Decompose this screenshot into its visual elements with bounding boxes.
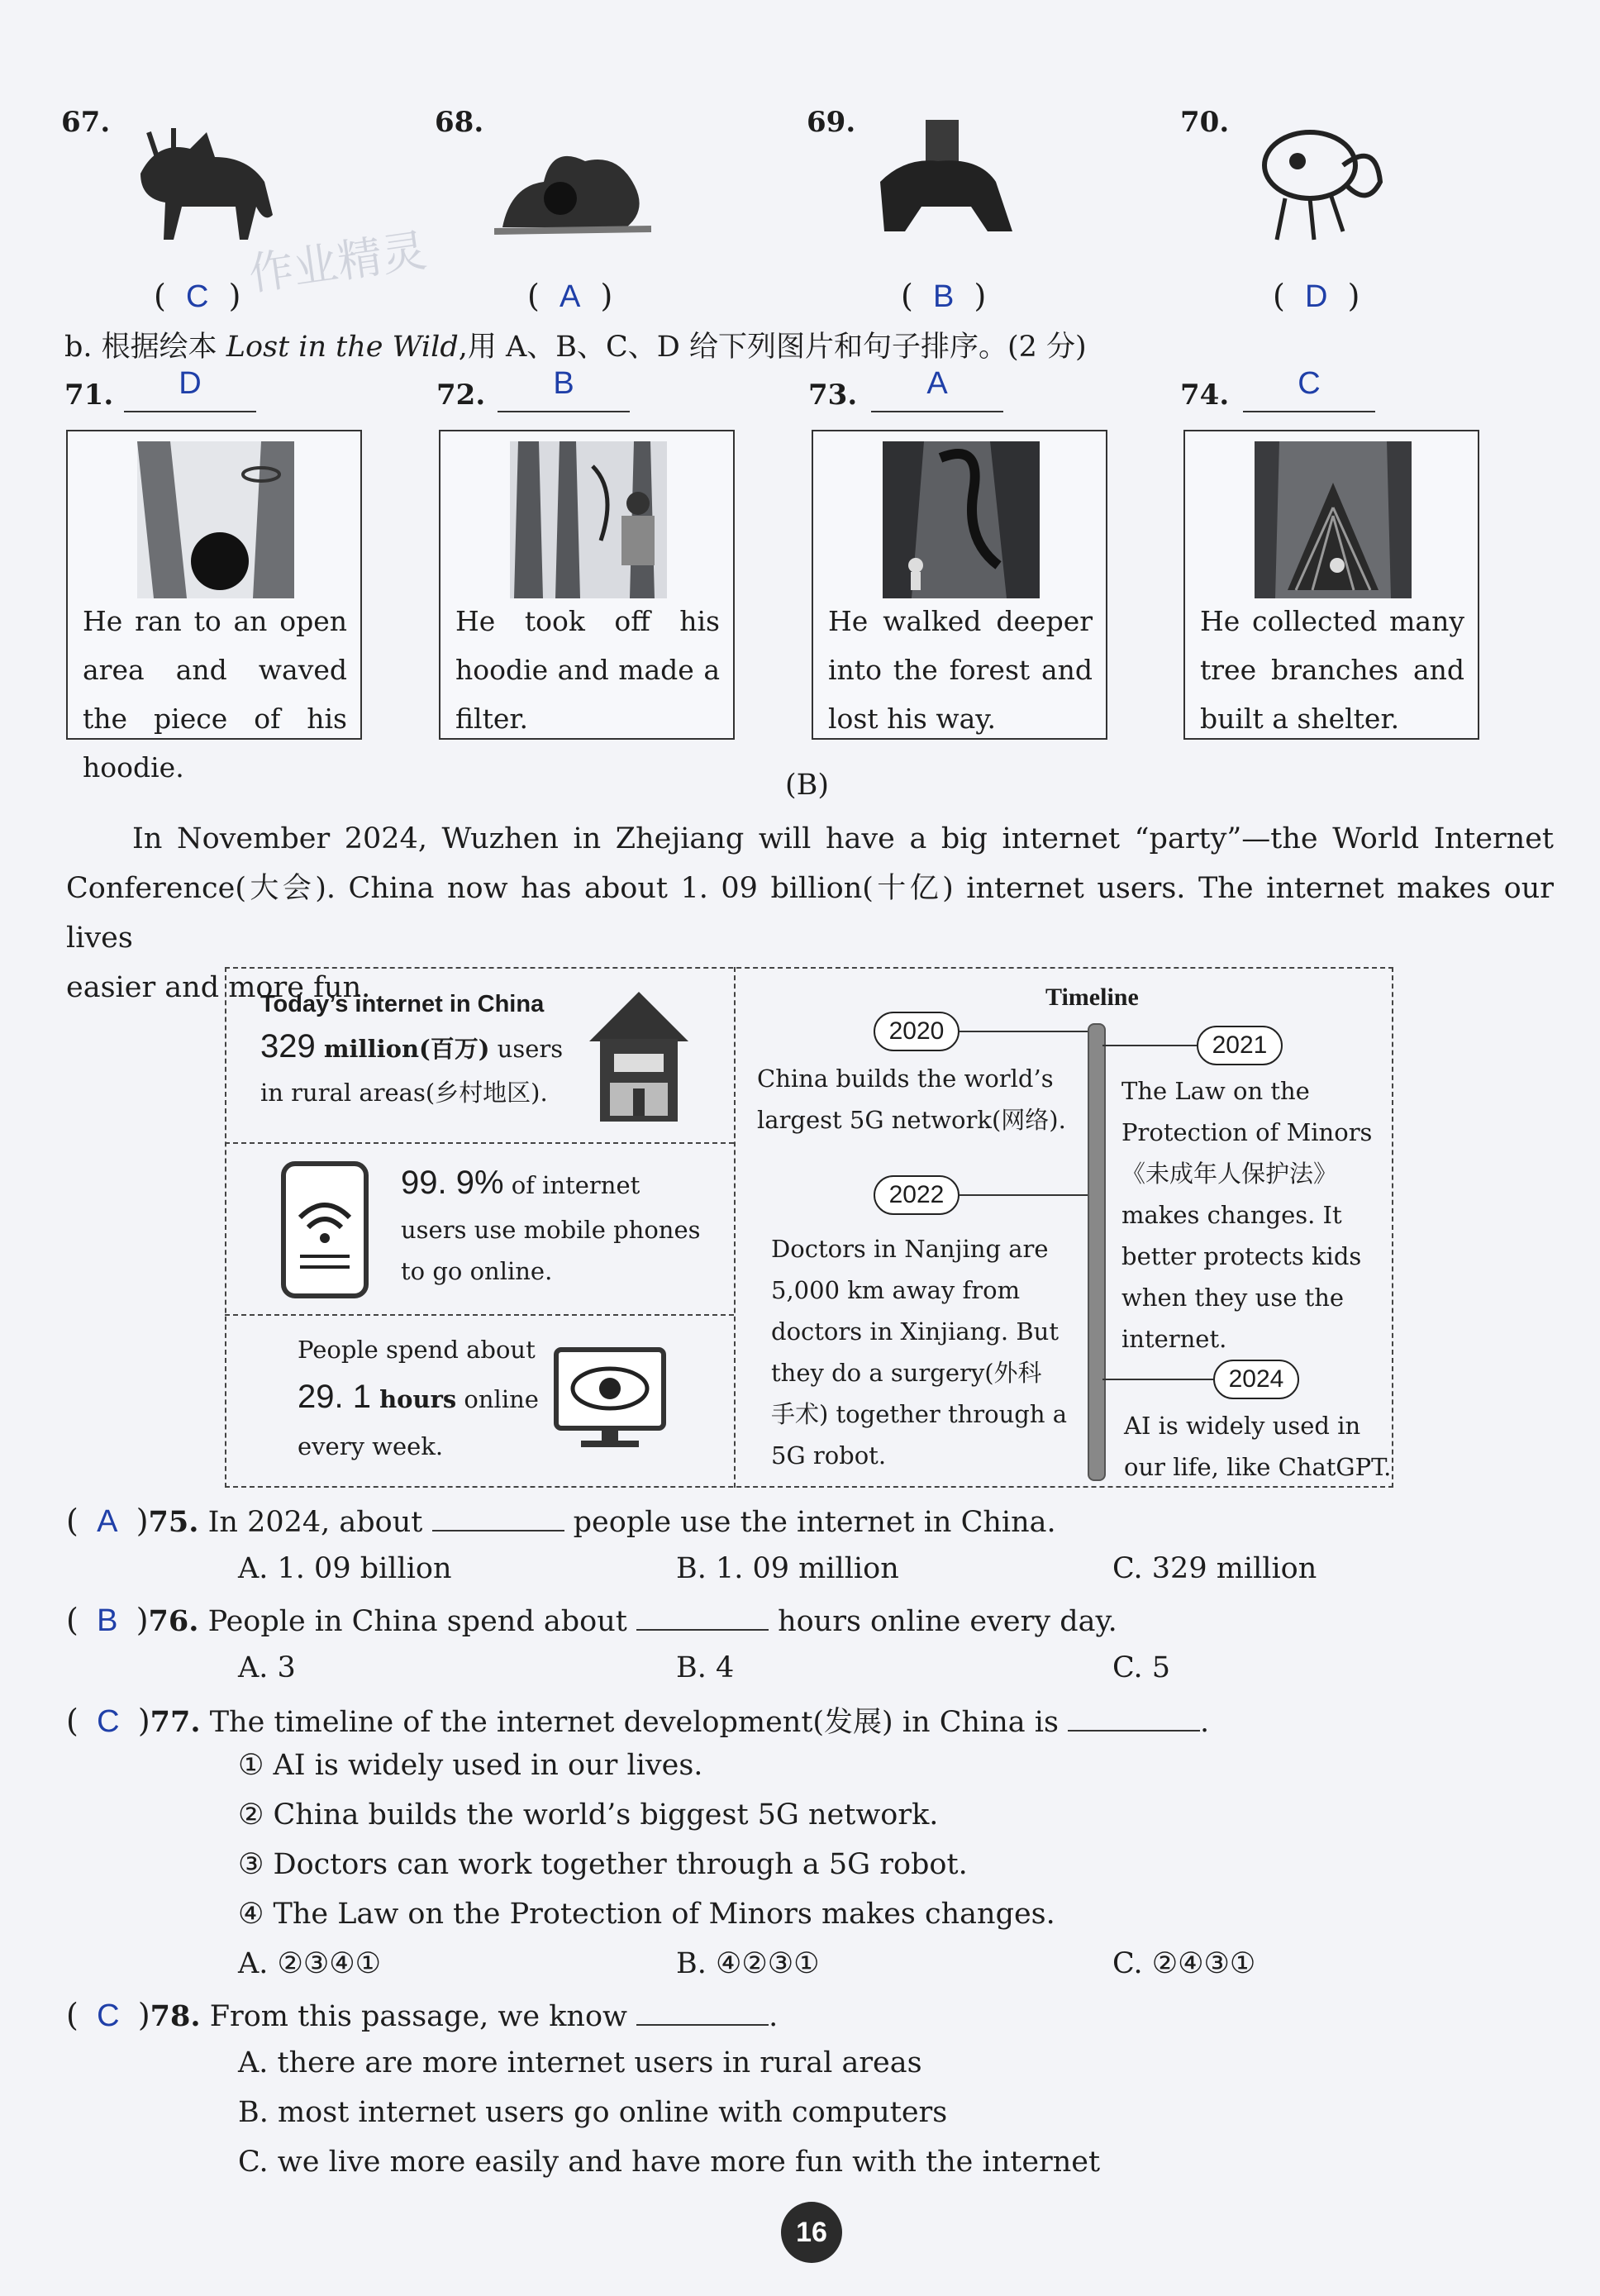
event-line: 手术) together through a <box>771 1400 1068 1428</box>
question-number: 75. <box>148 1505 199 1539</box>
rural-text: in rural areas(乡村地区). <box>260 1079 548 1107</box>
hoodie-filter-picture <box>510 441 667 598</box>
event-line: China builds the world’s <box>757 1065 1054 1093</box>
event-line: our life, like ChatGPT. <box>1124 1453 1392 1481</box>
hours-text: every week. <box>298 1432 444 1460</box>
option: B. 1. 09 million <box>676 1552 899 1585</box>
answer-letter: C <box>97 1704 120 1739</box>
hours-unit: hours <box>370 1385 457 1413</box>
infographic-divider <box>225 1314 734 1316</box>
question-number: 74. <box>1180 379 1230 412</box>
hours-text: online <box>456 1385 539 1413</box>
instruction-suffix: ,用 A、B、C、D 给下列图片和句子排序。(2 分) <box>458 331 1087 364</box>
answer-blank <box>124 366 256 412</box>
answer-letter: A <box>97 1504 118 1539</box>
answer-letter: C <box>97 1998 120 2033</box>
section-b-instruction <box>64 324 1087 365</box>
hours-value: 29. 1 <box>298 1379 371 1415</box>
statement: ④ The Law on the Protection of Minors makes changes. <box>238 1898 1055 1931</box>
timeline-connector <box>960 1194 1088 1196</box>
question-number: 67. <box>61 106 111 139</box>
question-number: 77. <box>150 1705 201 1739</box>
question-stem: hours online every day. <box>768 1605 1117 1638</box>
event-line: Protection of Minors <box>1121 1118 1373 1146</box>
hours-online-panel <box>298 1329 539 1467</box>
answer-blank <box>432 1530 564 1531</box>
question-stem: The timeline of the internet development(发展) in China is <box>209 1706 1069 1739</box>
monster-illustration <box>872 116 1021 240</box>
year-badge: 2020 <box>874 1012 960 1051</box>
question-number: 68. <box>435 106 484 139</box>
infographic-heading: Today’s internet in China <box>260 991 545 1017</box>
question-stem: . <box>1200 1706 1210 1739</box>
question-stem: . <box>769 2000 779 2033</box>
event-line: AI is widely used in <box>1124 1412 1361 1440</box>
answer-blank <box>1243 366 1375 412</box>
answer-blank <box>498 366 630 412</box>
page-number: 16 <box>781 2202 842 2263</box>
question-78: ( C )78. From this passage, we know . <box>66 1997 779 2033</box>
year-badge: 2022 <box>874 1175 960 1215</box>
event-line: largest 5G network(网络). <box>757 1106 1066 1134</box>
house-icon <box>585 988 693 1124</box>
option: B. ④②③① <box>676 1947 820 1980</box>
timeline-event <box>757 1058 1066 1141</box>
rural-unit: million(百万) <box>315 1035 490 1063</box>
option: C. 5 <box>1112 1651 1171 1684</box>
story-card <box>66 430 362 784</box>
answer-letter: C <box>1298 366 1321 401</box>
answer-letter: B <box>553 366 574 401</box>
question-77: ( C )77. The timeline of the internet development(发展) in China is . <box>66 1703 1210 1739</box>
watermark: 作业精灵 <box>245 224 430 301</box>
hours-text: People spend about <box>298 1336 536 1364</box>
answer-letter: A <box>559 279 581 314</box>
question-number: 69. <box>807 106 856 139</box>
question-stem: people use the internet in China. <box>564 1506 1056 1539</box>
book-title: Lost in the Wild <box>226 331 459 364</box>
option: C. we live more easily and have more fun with the internet <box>238 2146 1101 2179</box>
timeline-event <box>771 1228 1067 1476</box>
rural-users-panel <box>260 985 563 1113</box>
shelter-picture <box>1255 441 1412 598</box>
creature-illustration <box>494 136 651 244</box>
question-number: 72. <box>436 379 486 412</box>
answer-slot: ( C ) <box>154 278 241 314</box>
question-stem: People in China spend about <box>207 1605 636 1638</box>
timeline-connector <box>1102 1045 1197 1046</box>
answer-letter: B <box>97 1603 118 1638</box>
timeline-connector <box>960 1031 1088 1032</box>
question-stem: In 2024, about <box>207 1506 432 1539</box>
answer-blank <box>1068 1730 1200 1732</box>
answer-slot: ( A ) <box>527 278 613 314</box>
answer-blank <box>871 366 1003 412</box>
instruction-prefix: b. 根据绘本 <box>64 331 226 364</box>
passage-line: easier and more fun. <box>66 971 371 1004</box>
event-line: 5G robot. <box>771 1441 887 1470</box>
event-line: Doctors in Nanjing are <box>771 1235 1049 1263</box>
event-line: when they use the <box>1121 1284 1345 1312</box>
mobile-text: of internet <box>503 1171 640 1199</box>
option: A. 3 <box>238 1651 296 1684</box>
mobile-text: to go online. <box>401 1257 553 1285</box>
card-caption: He ran to an open area and waved the piece of his hoodie. <box>83 605 347 784</box>
event-line: 《未成年人保护法》 <box>1121 1160 1338 1188</box>
story-card <box>1183 430 1479 740</box>
event-line: they do a surgery(外科 <box>771 1359 1042 1387</box>
deep-forest-picture <box>883 441 1040 598</box>
passage-line: Conference(大会). China now has about 1. 09 billion(十亿) internet users. The internet makes our lives <box>66 872 1554 955</box>
year-badge: 2021 <box>1197 1026 1283 1065</box>
question-75: ( A )75. In 2024, about people use the internet in China. <box>66 1503 1056 1539</box>
statement: ① AI is widely used in our lives. <box>238 1749 703 1782</box>
answer-letter: B <box>932 279 955 314</box>
event-line: internet. <box>1121 1325 1227 1353</box>
timeline-connector <box>1102 1379 1213 1380</box>
beast-illustration <box>124 124 281 248</box>
card-caption: He took off his hoodie and made a filter. <box>455 605 720 735</box>
answer-blank <box>636 2024 769 2026</box>
answer-letter: D <box>179 366 202 401</box>
question-number: 78. <box>150 1999 201 2033</box>
event-line: 5,000 km away from <box>771 1276 1021 1304</box>
answer-slot: ( B ) <box>901 278 987 314</box>
question-number: 73. <box>808 379 858 412</box>
option: A. ②③④① <box>238 1947 382 1980</box>
option: A. 1. 09 billion <box>238 1552 452 1585</box>
question-number: 71. <box>64 379 114 412</box>
story-card <box>439 430 735 740</box>
card-caption: He collected many tree branches and built a shelter. <box>1200 605 1464 735</box>
question-76: ( B )76. People in China spend about hours online every day. <box>66 1602 1117 1638</box>
event-line: The Law on the <box>1121 1077 1310 1105</box>
timeline-bar <box>1088 1023 1106 1481</box>
option: C. ②④③① <box>1112 1947 1256 1980</box>
event-line: better protects kids <box>1121 1242 1362 1270</box>
year-badge: 2024 <box>1213 1360 1299 1399</box>
answer-blank <box>636 1629 769 1631</box>
question-number: 70. <box>1180 106 1230 139</box>
option: B. 4 <box>676 1651 735 1684</box>
answer-letter: D <box>1304 279 1328 314</box>
question-number: 76. <box>148 1604 199 1638</box>
eye-monitor-icon <box>552 1346 668 1453</box>
mobile-text: users use mobile phones <box>401 1216 701 1244</box>
option: A. there are more internet users in rural areas <box>238 2046 922 2079</box>
passage-line: In November 2024, Wuzhen in Zhejiang will have a big internet “party”—the World Internet <box>132 822 1554 855</box>
rural-text: users <box>489 1035 564 1063</box>
option: C. 329 million <box>1112 1552 1317 1585</box>
timeline-event <box>1124 1405 1391 1488</box>
rural-value: 329 <box>260 1028 316 1065</box>
statement: ② China builds the world’s biggest 5G network. <box>238 1798 939 1832</box>
answer-letter: C <box>185 279 209 314</box>
event-line: doctors in Xinjiang. But <box>771 1317 1059 1346</box>
option: B. most internet users go online with computers <box>238 2096 948 2129</box>
phone-wifi-icon <box>279 1160 370 1300</box>
answer-letter: A <box>926 366 948 401</box>
fish-dragon-illustration <box>1252 116 1384 248</box>
answer-slot: ( D ) <box>1273 278 1360 314</box>
timeline-title: Timeline <box>1045 984 1139 1011</box>
infographic-divider <box>734 967 736 1488</box>
forest-opening-picture <box>137 441 294 598</box>
mobile-value: 99. 9% <box>401 1165 504 1201</box>
event-line: makes changes. It <box>1121 1201 1342 1229</box>
card-caption: He walked deeper into the forest and lost his way. <box>828 605 1093 735</box>
statement: ③ Doctors can work together through a 5G robot. <box>238 1848 968 1881</box>
mobile-users-panel <box>401 1159 701 1292</box>
passage-label: (B) <box>785 769 830 802</box>
story-card <box>812 430 1107 740</box>
question-stem: From this passage, we know <box>209 2000 637 2033</box>
infographic-divider <box>225 1142 734 1144</box>
timeline-event <box>1121 1070 1372 1360</box>
